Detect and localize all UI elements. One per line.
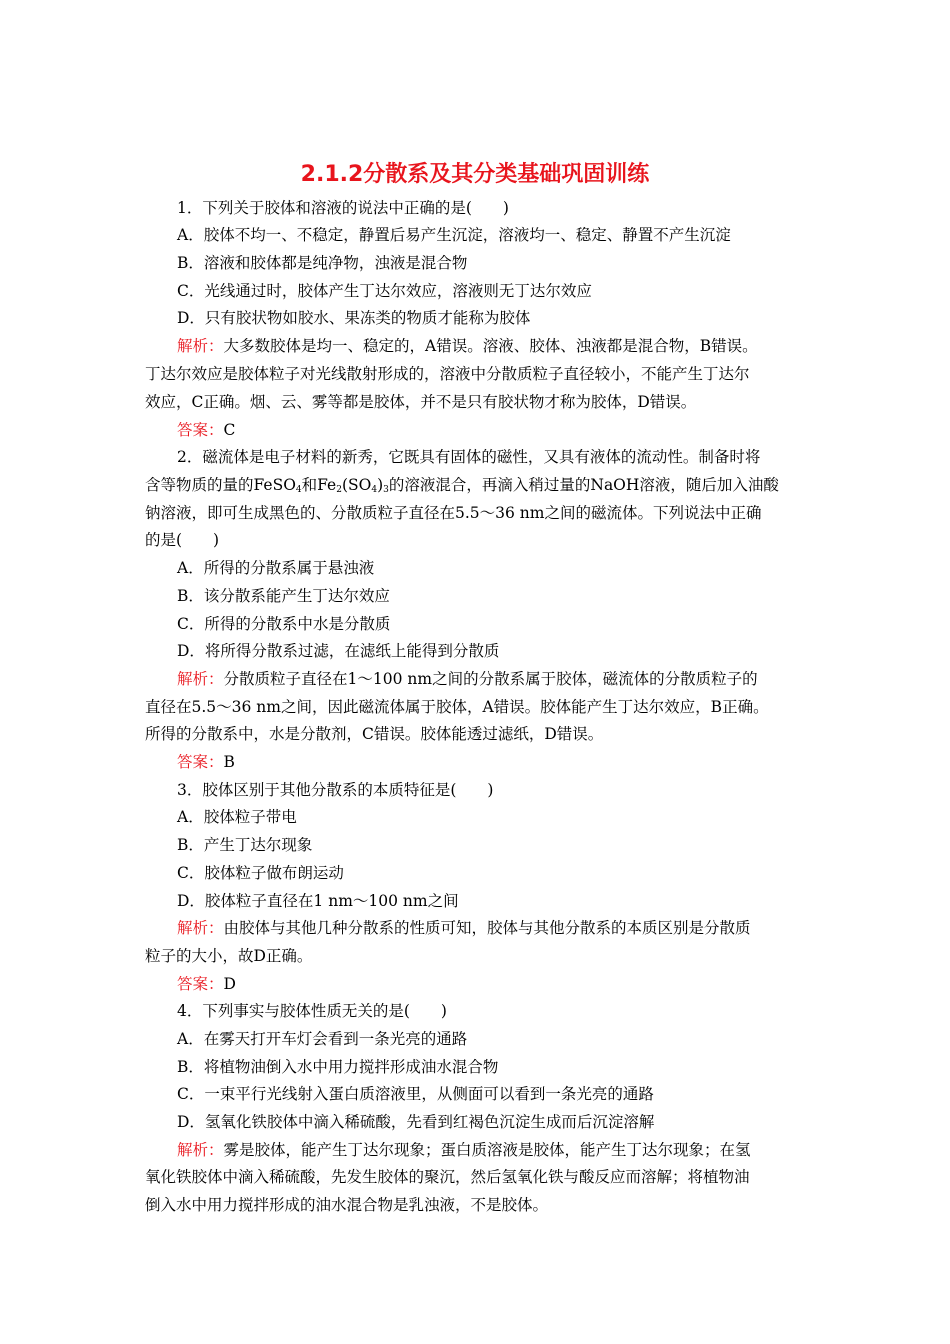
question-2-analysis-line-3: 所得的分散系中，水是分散剂，C错误。胶体能透过滤纸，D错误。 — [145, 725, 604, 743]
question-2-answer: 答案：B — [177, 753, 235, 771]
analysis-label: 解析： — [177, 919, 224, 937]
question-2-option-c: C．所得的分散系中水是分散质 — [177, 615, 391, 633]
analysis-label: 解析： — [177, 670, 224, 688]
question-1-analysis-line-2: 丁达尔效应是胶体粒子对光线散射形成的，溶液中分散质粒子直径较小，不能产生丁达尔 — [145, 365, 750, 383]
question-4-option-d: D．氢氧化铁胶体中滴入稀硫酸，先看到红褐色沉淀生成而后沉淀溶解 — [177, 1113, 655, 1131]
question-3-option-c: C．胶体粒子做布朗运动 — [177, 864, 344, 882]
question-2-stem-line-2: 含等物质的量的FeSO$_4$和$Fe_2(SO_4)_3$的溶液混合，再滴入稍过量的NaOH溶液，随后加入油酸 — [145, 476, 779, 495]
question-3-option-a: A．胶体粒子带电 — [177, 808, 297, 826]
question-4-option-a: A．在雾天打开车灯会看到一条光亮的通路 — [177, 1030, 468, 1048]
question-4-option-b: B．将植物油倒入水中用力搅拌形成油水混合物 — [177, 1058, 499, 1076]
question-4-stem: 4．下列事实与胶体性质无关的是( ) — [177, 1002, 447, 1020]
question-3-answer: 答案：D — [177, 975, 236, 993]
question-2-stem-line-4: 的是( ) — [145, 531, 220, 549]
question-3-option-b: B．产生丁达尔现象 — [177, 836, 313, 854]
question-2-analysis-line-1: 解析：分散质粒子直径在1～100 nm之间的分散系属于胶体，磁流体的分散质粒子的 — [177, 670, 758, 688]
question-3-analysis-line-1: 解析：由胶体与其他几种分散系的性质可知，胶体与其他分散系的本质区别是分散质 — [177, 919, 751, 937]
question-1-stem: 1．下列关于胶体和溶液的说法中正确的是( ) — [177, 199, 509, 217]
question-1-option-c: C．光线通过时，胶体产生丁达尔效应，溶液则无丁达尔效应 — [177, 282, 592, 300]
answer-label: 答案： — [177, 421, 224, 439]
analysis-label: 解析： — [177, 337, 224, 355]
question-1-option-b: B．溶液和胶体都是纯净物，浊液是混合物 — [177, 254, 468, 272]
question-2-option-a: A．所得的分散系属于悬浊液 — [177, 559, 375, 577]
question-2-analysis-line-2: 直径在5.5～36 nm之间，因此磁流体属于胶体，A错误。胶体能产生丁达尔效应，B正确。 — [145, 698, 769, 716]
question-1-option-a: A．胶体不均一、不稳定，静置后易产生沉淀，溶液均一、稳定、静置不产生沉淀 — [177, 226, 731, 244]
question-1-option-d: D．只有胶状物如胶水、果冻类的物质才能称为胶体 — [177, 309, 531, 327]
question-1-analysis-line-3: 效应，C正确。烟、云、雾等都是胶体，并不是只有胶状物才称为胶体，D错误。 — [145, 393, 697, 411]
page-title: 2.1.2分散系及其分类基础巩固训练 — [300, 162, 650, 187]
question-3-analysis-line-2: 粒子的大小，故D正确。 — [145, 947, 313, 965]
question-2-stem-line-1: 2．磁流体是电子材料的新秀，它既具有固体的磁性，又具有液体的流动性。制备时将 — [177, 448, 761, 466]
question-3-option-d: D．胶体粒子直径在1 nm～100 nm之间 — [177, 892, 459, 910]
question-2-option-d: D．将所得分散系过滤，在滤纸上能得到分散质 — [177, 642, 500, 660]
question-2-option-b: B．该分散系能产生丁达尔效应 — [177, 587, 390, 605]
question-1-analysis-line-1: 解析：大多数胶体是均一、稳定的，A错误。溶液、胶体、浊液都是混合物，B错误。 — [177, 337, 758, 355]
question-2-stem-line-3: 钠溶液，即可生成黑色的、分散质粒子直径在5.5～36 nm之间的磁流体。下列说法中正确 — [145, 504, 762, 522]
question-3-stem: 3．胶体区别于其他分散系的本质特征是( ) — [177, 781, 494, 799]
question-4-analysis-line-3: 倒入水中用力搅拌形成的油水混合物是乳浊液，不是胶体。 — [145, 1196, 549, 1214]
question-4-analysis-line-2: 氧化铁胶体中滴入稀硫酸，先发生胶体的聚沉，然后氢氧化铁与酸反应而溶解；将植物油 — [145, 1168, 750, 1186]
answer-label: 答案： — [177, 975, 224, 993]
question-4-analysis-line-1: 解析：雾是胶体，能产生丁达尔现象；蛋白质溶液是胶体，能产生丁达尔现象；在氢 — [177, 1141, 751, 1159]
question-4-option-c: C．一束平行光线射入蛋白质溶液里，从侧面可以看到一条光亮的通路 — [177, 1085, 654, 1103]
analysis-label: 解析： — [177, 1141, 224, 1159]
answer-label: 答案： — [177, 753, 224, 771]
question-1-answer: 答案：C — [177, 421, 236, 439]
